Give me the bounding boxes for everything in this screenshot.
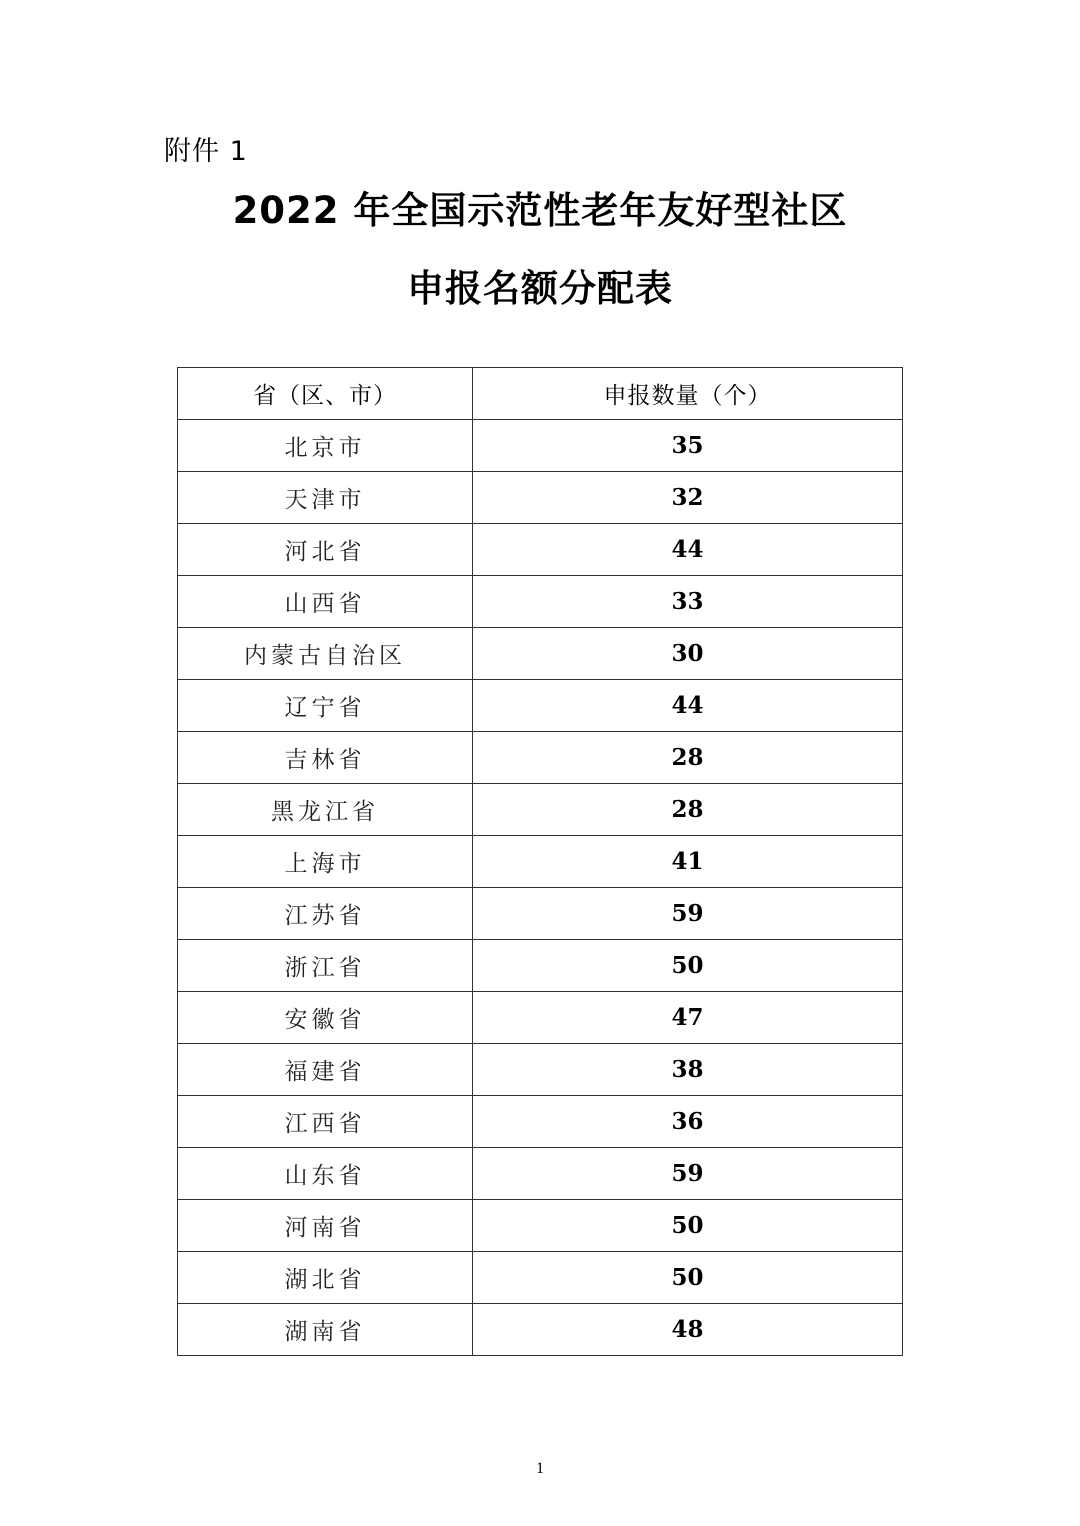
count-cell: 44 — [473, 680, 903, 732]
count-cell: 48 — [473, 1304, 903, 1356]
count-cell: 59 — [473, 1148, 903, 1200]
count-cell: 50 — [473, 1252, 903, 1304]
region-cell: 北京市 — [178, 420, 473, 472]
table-row — [178, 680, 903, 732]
table-row — [178, 628, 903, 680]
region-cell: 吉林省 — [178, 732, 473, 784]
region-cell: 江苏省 — [178, 888, 473, 940]
region-cell: 湖北省 — [178, 1252, 473, 1304]
region-cell: 辽宁省 — [178, 680, 473, 732]
table-row — [178, 1044, 903, 1096]
region-cell: 河北省 — [178, 524, 473, 576]
table-row — [178, 836, 903, 888]
table-row — [178, 1304, 903, 1356]
count-cell: 33 — [473, 576, 903, 628]
column-header-region: 省（区、市） — [178, 368, 473, 420]
count-cell: 50 — [473, 940, 903, 992]
attachment-label: 附件 1 — [164, 136, 248, 167]
count-cell: 30 — [473, 628, 903, 680]
count-cell: 41 — [473, 836, 903, 888]
count-cell: 32 — [473, 472, 903, 524]
region-cell: 山东省 — [178, 1148, 473, 1200]
table-row — [178, 784, 903, 836]
count-cell: 44 — [473, 524, 903, 576]
count-cell: 28 — [473, 784, 903, 836]
table-row — [178, 420, 903, 472]
table-row — [178, 1252, 903, 1304]
table-row — [178, 472, 903, 524]
region-cell: 江西省 — [178, 1096, 473, 1148]
quota-table — [177, 367, 903, 1356]
region-cell: 山西省 — [178, 576, 473, 628]
count-cell: 47 — [473, 992, 903, 1044]
page-title-line-2: 申报名额分配表 — [407, 267, 673, 310]
table-row — [178, 1200, 903, 1252]
count-cell: 59 — [473, 888, 903, 940]
count-cell: 50 — [473, 1200, 903, 1252]
table-row — [178, 732, 903, 784]
region-cell: 上海市 — [178, 836, 473, 888]
region-cell: 天津市 — [178, 472, 473, 524]
table-row — [178, 1148, 903, 1200]
table-row — [178, 1096, 903, 1148]
column-header-count: 申报数量（个） — [473, 368, 903, 420]
region-cell: 河南省 — [178, 1200, 473, 1252]
page-title-line-1: 2022 年全国示范性老年友好型社区 — [232, 189, 848, 232]
count-cell: 28 — [473, 732, 903, 784]
region-cell: 湖南省 — [178, 1304, 473, 1356]
count-cell: 38 — [473, 1044, 903, 1096]
region-cell: 黑龙江省 — [178, 784, 473, 836]
table-row — [178, 940, 903, 992]
table-header-row — [178, 368, 903, 420]
table-row — [178, 992, 903, 1044]
region-cell: 安徽省 — [178, 992, 473, 1044]
region-cell: 福建省 — [178, 1044, 473, 1096]
count-cell: 36 — [473, 1096, 903, 1148]
table-row — [178, 888, 903, 940]
table-row — [178, 524, 903, 576]
count-cell: 35 — [473, 420, 903, 472]
region-cell: 浙江省 — [178, 940, 473, 992]
region-cell: 内蒙古自治区 — [178, 628, 473, 680]
table-row — [178, 576, 903, 628]
page-number: 1 — [536, 1460, 544, 1477]
